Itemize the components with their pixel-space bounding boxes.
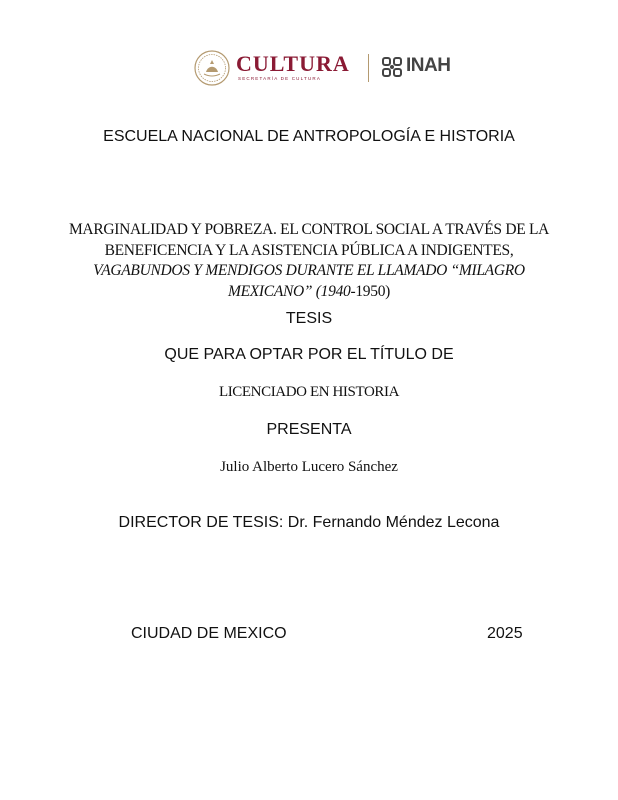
author-name: Julio Alberto Lucero Sánchez <box>220 459 398 475</box>
title-line-3: VAGABUNDOS Y MENDIGOS DURANTE EL LLAMADO “MILAGRO <box>93 262 525 279</box>
logo-divider <box>368 54 369 82</box>
thesis-title <box>60 220 558 302</box>
header-logos <box>190 46 470 90</box>
title-line-2: BENEFICENCIA Y LA ASISTENCIA PÚBLICA A INDIGENTES, <box>104 241 514 259</box>
title-line-1: MARGINALIDAD Y POBREZA. EL CONTROL SOCIAL A TRAVÉS DE LA <box>68 221 550 238</box>
year: 2025 <box>487 625 523 642</box>
presenta-label: PRESENTA <box>266 421 352 438</box>
city: CIUDAD DE MEXICO <box>131 625 287 642</box>
thesis-director: DIRECTOR DE TESIS: Dr. Fernando Méndez Lecona <box>118 514 500 531</box>
title-line-4-end: 1950) <box>355 282 391 300</box>
inah-emblem-icon <box>380 55 404 79</box>
cultura-logo-text: CULTURA <box>236 51 350 76</box>
tesis-label: TESIS <box>285 310 333 327</box>
title-line-4-italic: MEXICANO” (1940- <box>227 282 356 300</box>
mexico-seal-icon <box>194 50 230 86</box>
inah-logo-text: INAH <box>406 55 451 76</box>
title-line-4 <box>60 282 558 303</box>
cultura-logo-subtext: SECRETARÍA DE CULTURA <box>238 76 322 81</box>
school-name: ESCUELA NACIONAL DE ANTROPOLOGÍA E HISTORIA <box>103 128 515 145</box>
degree-intro: QUE PARA OPTAR POR EL TÍTULO DE <box>164 346 454 363</box>
degree-name: LICENCIADO EN HISTORIA <box>218 384 400 400</box>
